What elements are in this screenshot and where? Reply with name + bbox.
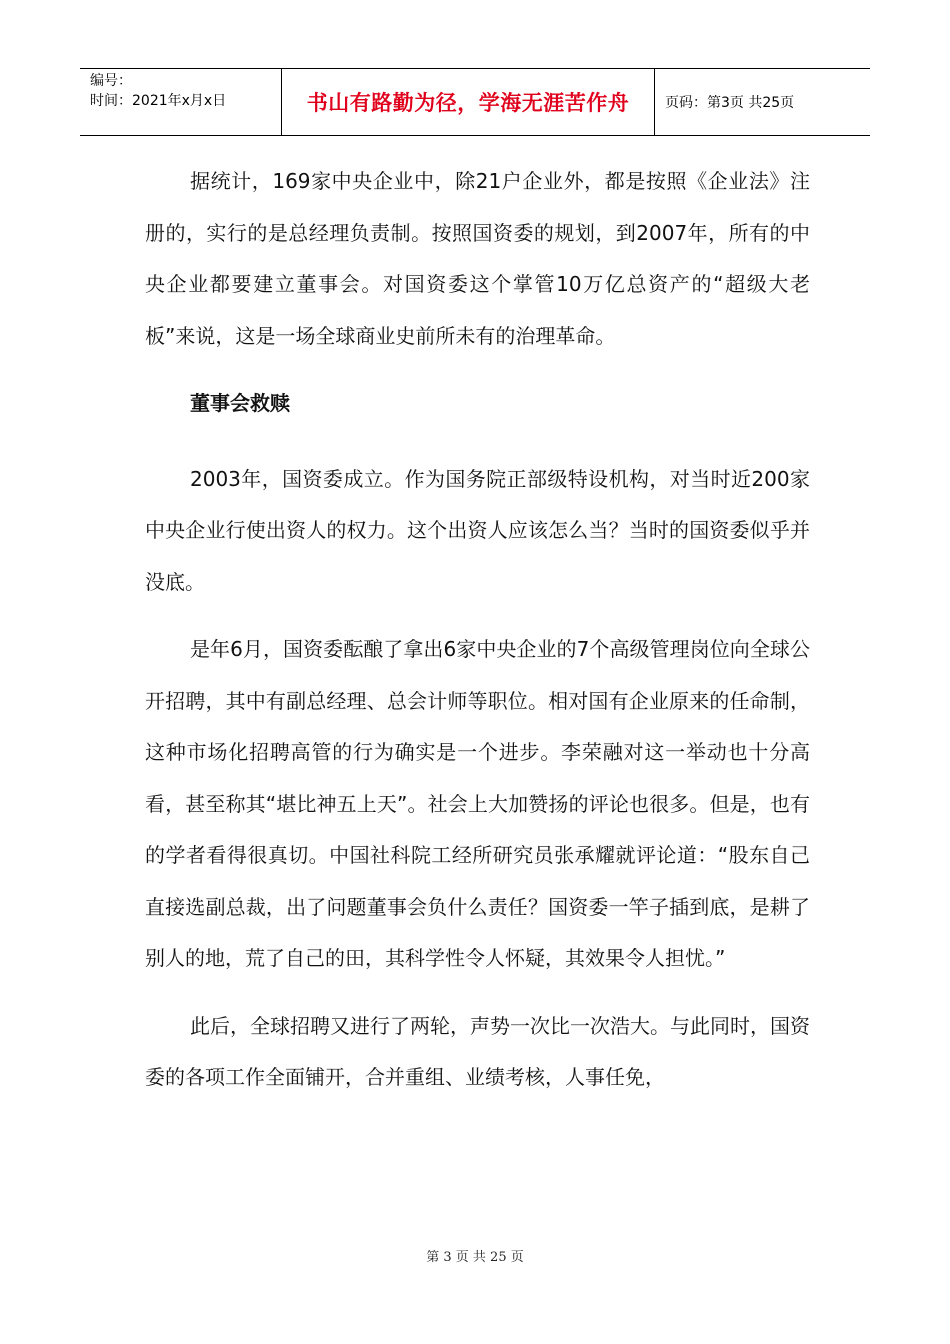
paragraph: 据统计，169家中央企业中，除21户企业外，都是按照《企业法》注册的，实行的是总经理负责制。按照国资委的规划，到2007年，所有的中央企业都要建立董事会。对国资委这个掌管10万亿总资产的“超级大老板”来说，这是一场全球商业史前所未有的治理革命。 [145,169,810,348]
header-motto-cell [282,69,655,135]
paragraph: 是年6月，国资委酝酿了拿出6家中央企业的7个高级管理岗位向全球公开招聘，其中有副总经理、总会计师等职位。相对国有企业原来的任命制，这种市场化招聘高管的行为确实是一个进步。李荣融对这一举动也十分高看，甚至称其“堪比神五上天”。社会上大加赞扬的评论也很多。但是，也有的学者看得很真切。中国社科院工经所研究员张承耀就评论道：“股东自己直接选副总裁，出了问题董事会负什么责任？国资委一竿子插到底，是耕了别人的地，荒了自己的田，其科学性令人怀疑，其效果令人担忧。” [145,637,810,970]
footer-page-number: 第 3 页 共 25 页 [426,1250,524,1265]
document-header [80,68,870,136]
header-page-cell [655,69,870,135]
document-body [145,156,810,1120]
number-label: 编号： [90,73,132,89]
time-label: 时间：2021年x月x日 [90,93,227,109]
paragraph: 此后，全球招聘又进行了两轮，声势一次比一次浩大。与此同时，国资委的各项工作全面铺开，合并重组、业绩考核，人事任免， [145,1013,810,1089]
header-meta-cell [80,69,282,135]
section-heading: 董事会救赎 [190,391,290,415]
paragraph: 2003年，国资委成立。作为国务院正部级特设机构，对当时近200家中央企业行使出资人的权力。这个出资人应该怎么当？当时的国资委似乎并没底。 [145,466,810,594]
motto-text: 书山有路勤为径，学海无涯苦作舟 [306,91,630,115]
page-info: 页码：第3页 共25页 [665,95,795,111]
page-footer [0,1246,950,1265]
